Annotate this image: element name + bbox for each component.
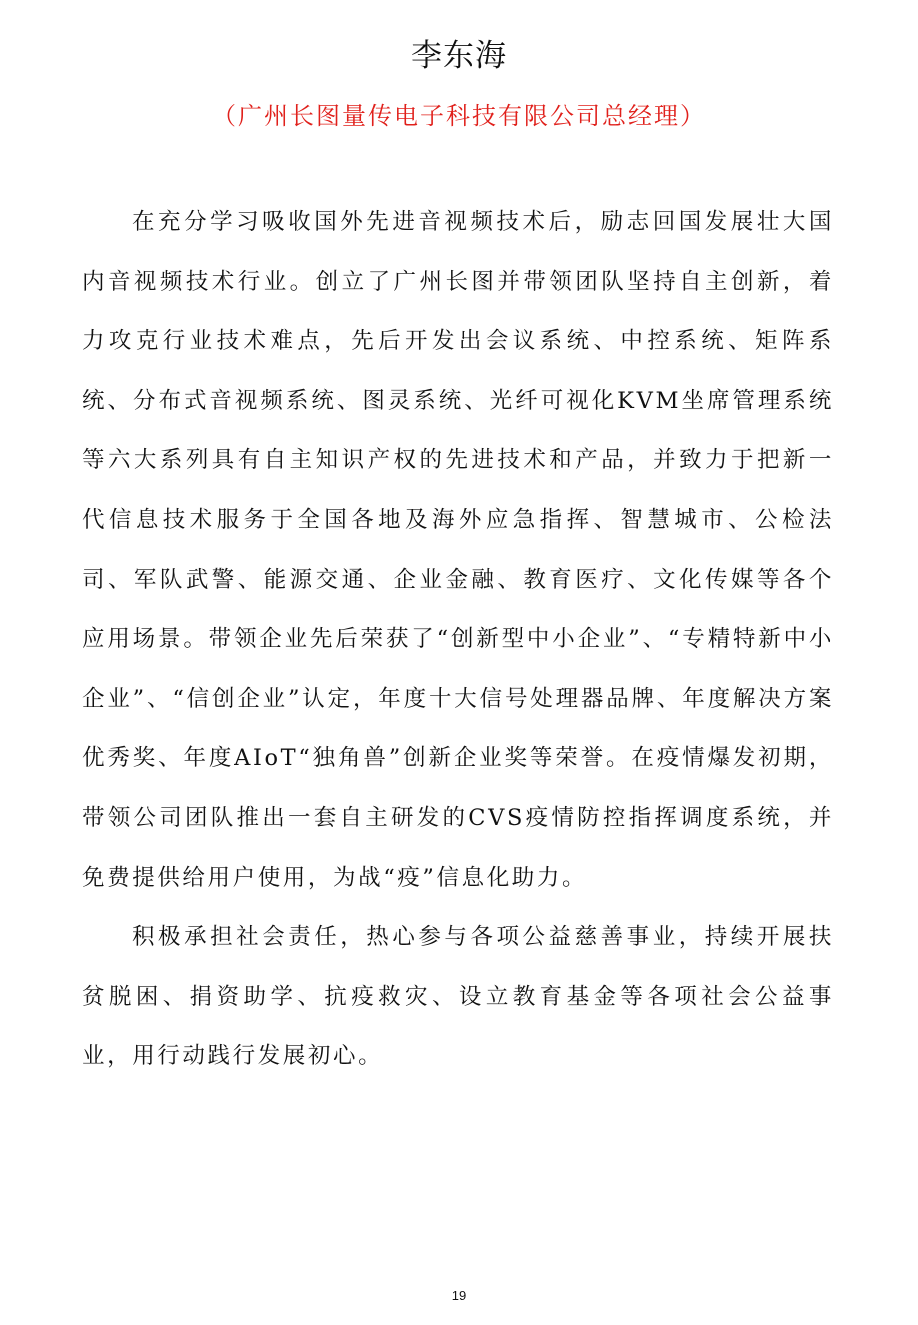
biography-body	[82, 193, 834, 1087]
page-number: 19	[451, 1288, 467, 1303]
biography-paragraph-2: 积极承担社会责任，热心参与各项公益慈善事业，持续开展扶贫脱困、捐资助学、抗疫救灾、设立教育基金等各项社会公益事业，用行动践行发展初心。	[82, 924, 834, 1070]
job-title-subtitle: （广州长图量传电子科技有限公司总经理）	[212, 102, 706, 130]
person-name-heading: 李东海	[411, 38, 507, 74]
biography-paragraph-1: 在充分学习吸收国外先进音视频技术后，励志回国发展壮大国内音视频技术行业。创立了广州长图并带领团队坚持自主创新，着力攻克行业技术难点，先后开发出会议系统、中控系统、矩阵系统、分布式音视频系统、图灵系统、光纤可视化KVM坐席管理系统等六大系列具有自主知识产权的先进技术和产品，并致力于把新一代信息技术服务于全国各地及海外应急指挥、智慧城市、公检法司、军队武警、能源交通、企业金融、教育医疗、文化传媒等各个应用场景。带领企业先后荣获了“创新型中小企业”、“专精特新中小企业”、“信创企业”认定，年度十大信号处理器品牌、年度解决方案优秀奖、年度AIoT“独角兽”创新企业奖等荣誉。在疫情爆发初期，带领公司团队推出一套自主研发的CVS疫情防控指挥调度系统，并免费提供给用户使用，为战“疫”信息化助力。	[82, 209, 834, 891]
